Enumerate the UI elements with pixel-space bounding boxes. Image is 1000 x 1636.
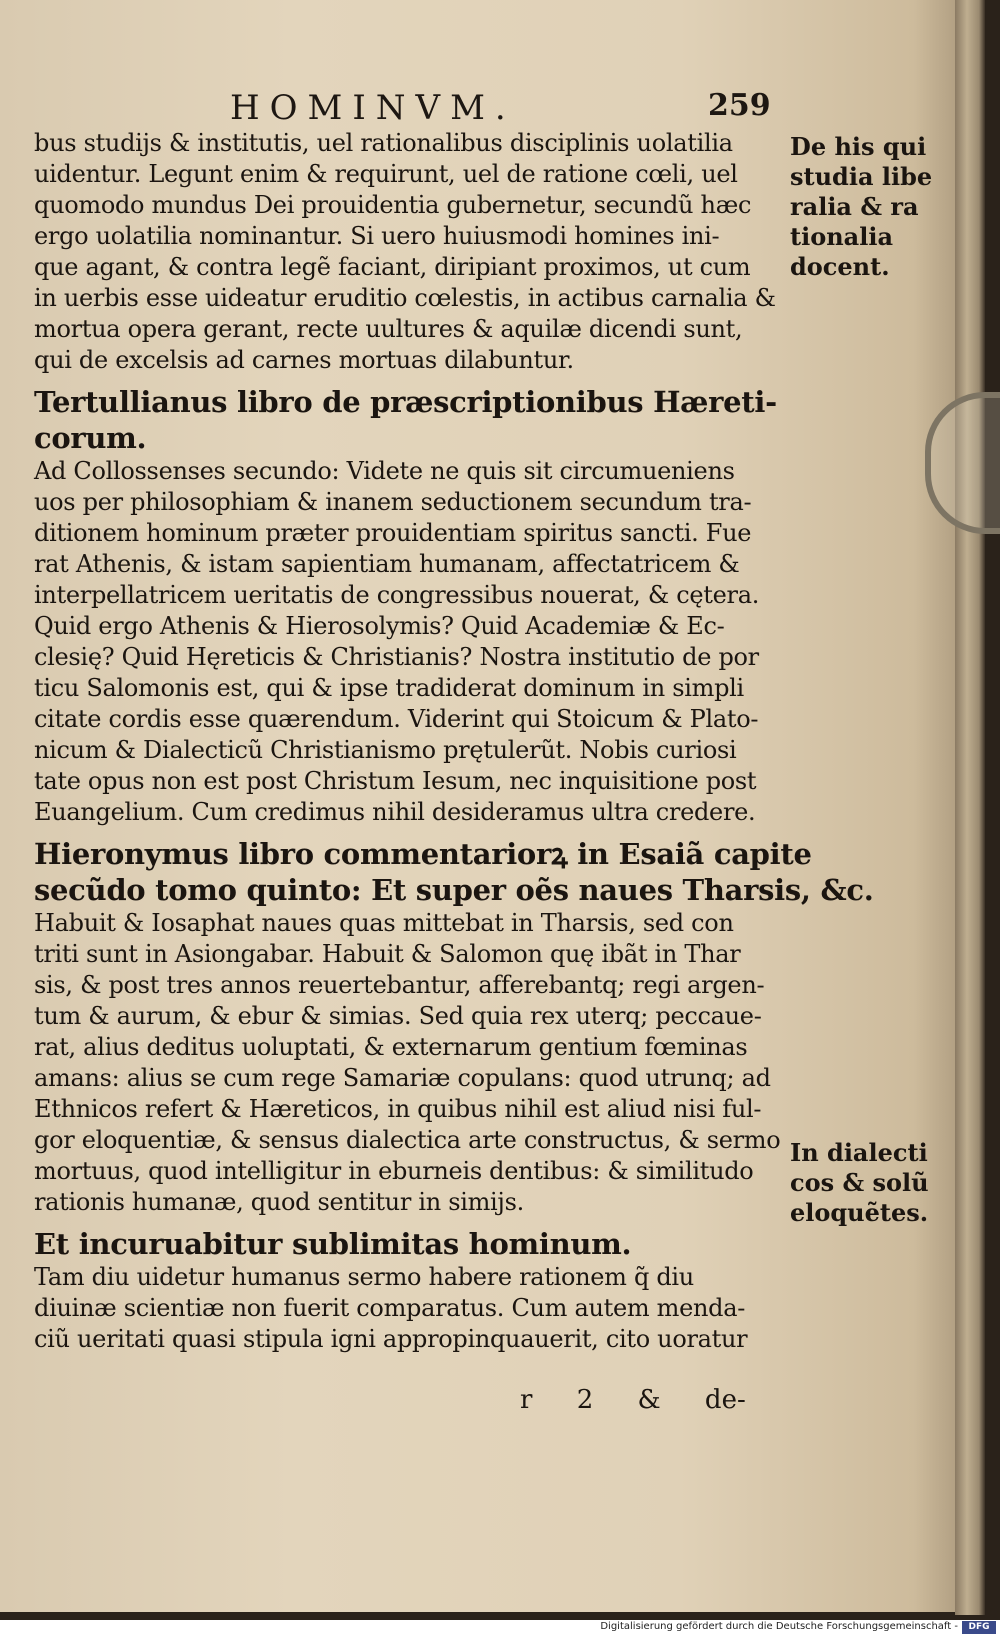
text-line: Ad Collossenses secundo: Videte ne quis sit circumueniens	[34, 457, 735, 485]
paragraph	[34, 456, 794, 828]
text-line: gor eloquentiæ, & sensus dialectica arte constructus, & sermo	[34, 1126, 781, 1154]
text-line: diuinæ scientiæ non fuerit comparatus. Cum autem menda-	[34, 1294, 746, 1322]
text-line: amans: alius se cum rege Samariæ copulans: quod utrunq; ad	[34, 1064, 771, 1092]
paragraph	[34, 128, 794, 376]
section-heading	[34, 384, 794, 456]
text-line: ticu Salomonis est, qui & ipse tradiderat dominum in simpli	[34, 674, 744, 702]
text-line: sis, & post tres annos reuertebantur, afferebantq; regi argen-	[34, 971, 765, 999]
marginal-line: ralia & ra	[790, 192, 919, 221]
marginal-note-1	[790, 132, 940, 282]
text-line: rat, alius deditus uoluptati, & externarum gentium fœminas	[34, 1033, 748, 1061]
dfg-logo: DFG	[962, 1621, 996, 1634]
text-line: rat Athenis, & istam sapientiam humanam, affectatricem &	[34, 550, 740, 578]
text-line: mortua opera gerant, recte uultures & aquilæ dicendi sunt,	[34, 315, 743, 343]
text-line: quomodo mundus Dei prouidentia gubernetur, secundũ hæc	[34, 191, 752, 219]
page-edge	[955, 0, 985, 1615]
marginal-line: docent.	[790, 252, 890, 281]
page-number: 259	[708, 88, 771, 123]
marginal-line: In dialecti	[790, 1138, 928, 1167]
marginal-line: eloquẽtes.	[790, 1198, 929, 1227]
text-line: Tertullianus libro de præscriptionibus Hæreti-	[34, 385, 777, 419]
text-line: bus studijs & institutis, uel rationalibus disciplinis uolatilia	[34, 129, 733, 157]
paragraph	[34, 908, 794, 1218]
text-line: Euangelium. Cum credimus nihil desideramus ultra credere.	[34, 798, 756, 826]
text-line: ciũ ueritati quasi stipula igni appropinquauerit, cito uoratur	[34, 1325, 748, 1353]
text-line: Quid ergo Athenis & Hierosolymis? Quid Academiæ & Ec-	[34, 612, 725, 640]
catchword: & de-	[637, 1385, 746, 1415]
marginal-line: tionalia	[790, 222, 893, 251]
text-line: citate cordis esse quærendum. Viderint qui Stoicum & Plato-	[34, 705, 759, 733]
text-line: ditionem hominum præter prouidentiam spiritus sancti. Fue	[34, 519, 752, 547]
text-line: uidentur. Legunt enim & requirunt, uel de ratione cœli, uel	[34, 160, 738, 188]
text-line: secũdo tomo quinto: Et super oẽs naues Tharsis, &c.	[34, 873, 874, 907]
text-line: tum & aurum, & ebur & simias. Sed quia rex uterq; peccaue-	[34, 1002, 762, 1030]
text-line: Hieronymus libro commentariorꝝ in Esaiã capite	[34, 837, 812, 871]
section-heading	[34, 1226, 794, 1262]
text-line: Et incuruabitur sublimitas hominum.	[34, 1227, 632, 1261]
text-line: corum.	[34, 421, 147, 455]
marginal-line: cos & solũ	[790, 1168, 929, 1197]
text-line: Ethnicos refert & Hæreticos, in quibus nihil est aliud nisi ful-	[34, 1095, 762, 1123]
text-line: Habuit & Iosaphat naues quas mittebat in Tharsis, sed con	[34, 909, 734, 937]
paragraph	[34, 1262, 794, 1355]
text-line: tate opus non est post Christum Iesum, nec inquisitione post	[34, 767, 757, 795]
text-line: in uerbis esse uideatur eruditio cœlestis, in actibus carnalia &	[34, 284, 776, 312]
marginal-note-2	[790, 1138, 940, 1228]
text-line: interpellatricem ueritatis de congressibus nouerat, & cętera.	[34, 581, 760, 609]
section-heading	[34, 836, 874, 908]
signature-line	[520, 1385, 820, 1415]
marginal-line: De his qui	[790, 132, 927, 161]
text-line: ergo uolatilia nominantur. Si uero huiusmodi homines ini-	[34, 222, 720, 250]
text-line: triti sunt in Asiongabar. Habuit & Salomon quę ibãt in Thar	[34, 940, 741, 968]
text-line: clesię? Quid Hęreticis & Christianis? Nostra institutio de por	[34, 643, 759, 671]
text-line: rationis humanæ, quod sentitur in simijs.	[34, 1188, 524, 1216]
text-line: mortuus, quod intelligitur in eburneis dentibus: & similitudo	[34, 1157, 754, 1185]
text-line: Tam diu uidetur humanus sermo habere rationem q̃ diu	[34, 1263, 694, 1291]
running-header: HOMINVM.	[230, 88, 516, 128]
signature-mark: r 2	[520, 1385, 594, 1415]
text-line: que agant, & contra legẽ faciant, diripiant proximos, ut cum	[34, 253, 751, 281]
footer-credit: Digitalisierung gefördert durch die Deutsche Forschungsgemeinschaft -	[600, 1621, 958, 1632]
text-line: nicum & Dialecticũ Christianismo prętulerũt. Nobis curiosi	[34, 736, 737, 764]
text-line: qui de excelsis ad carnes mortuas dilabuntur.	[34, 346, 574, 374]
text-line: uos per philosophiam & inanem seductionem secundum tra-	[34, 488, 752, 516]
marginal-line: studia libe	[790, 162, 933, 191]
